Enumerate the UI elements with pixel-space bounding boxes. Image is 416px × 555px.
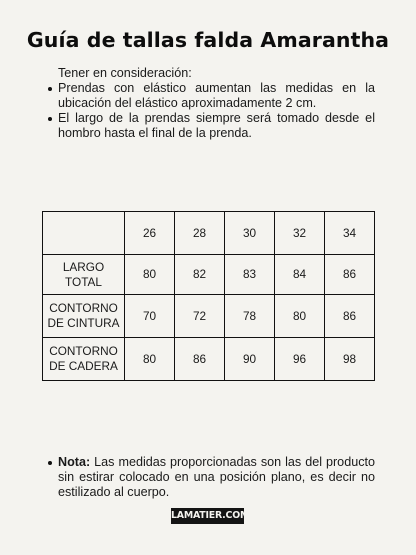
table-cell: 90 (225, 338, 275, 381)
row-label-contorno-cintura (43, 295, 125, 338)
size-table (42, 211, 375, 381)
notes-list (46, 81, 375, 141)
table-cell: 83 (225, 255, 275, 295)
size-header-cell: 28 (175, 212, 225, 255)
table-row (43, 255, 375, 295)
table-cell: 70 (125, 295, 175, 338)
table-cell: 72 (175, 295, 225, 338)
size-header-row (43, 212, 375, 255)
size-header-cell: 32 (275, 212, 325, 255)
row-label-largo-total: LARGO TOTAL (43, 255, 125, 295)
table-cell: 80 (275, 295, 325, 338)
table-cell: 80 (125, 338, 175, 381)
table-cell: 86 (175, 338, 225, 381)
note-elastic: Prendas con elástico aumentan las medidas en la ubicación del elástico aproximadamente 2 cm. (46, 81, 375, 111)
table-row (43, 338, 375, 381)
table-cell: 78 (225, 295, 275, 338)
table-cell: 80 (125, 255, 175, 295)
page-title: Guía de tallas falda Amarantha (26, 28, 390, 52)
table-row (43, 295, 375, 338)
row-label-contorno-cadera (43, 338, 125, 381)
row-label-line: CONTORNO (49, 344, 118, 358)
table-cell: 86 (325, 295, 375, 338)
corner-cell (43, 212, 125, 255)
size-header-cell: 34 (325, 212, 375, 255)
row-label-line: CONTORNO (49, 301, 118, 315)
brand-logo: LAMATIER.COM (171, 508, 244, 524)
note-length: El largo de la prendas siempre será tomado desde el hombro hasta el final de la prenda. (46, 111, 375, 141)
footnote (46, 455, 375, 500)
table-cell: 82 (175, 255, 225, 295)
footnote-item (46, 455, 375, 500)
notes-intro: Tener en consideración: (58, 66, 192, 80)
footnote-text: Las medidas proporcionadas son las del producto sin estirar colocado en una posición plano, es decir no estilizado al cuerpo. (58, 455, 375, 499)
table-cell: 98 (325, 338, 375, 381)
footnote-label: Nota: (58, 455, 91, 469)
size-header-cell: 30 (225, 212, 275, 255)
table-cell: 86 (325, 255, 375, 295)
considerations-notes (46, 66, 375, 141)
size-header-cell: 26 (125, 212, 175, 255)
row-label-line: DE CADERA (49, 359, 118, 373)
table-cell: 96 (275, 338, 325, 381)
row-label-line: DE CINTURA (47, 316, 120, 330)
table-cell: 84 (275, 255, 325, 295)
